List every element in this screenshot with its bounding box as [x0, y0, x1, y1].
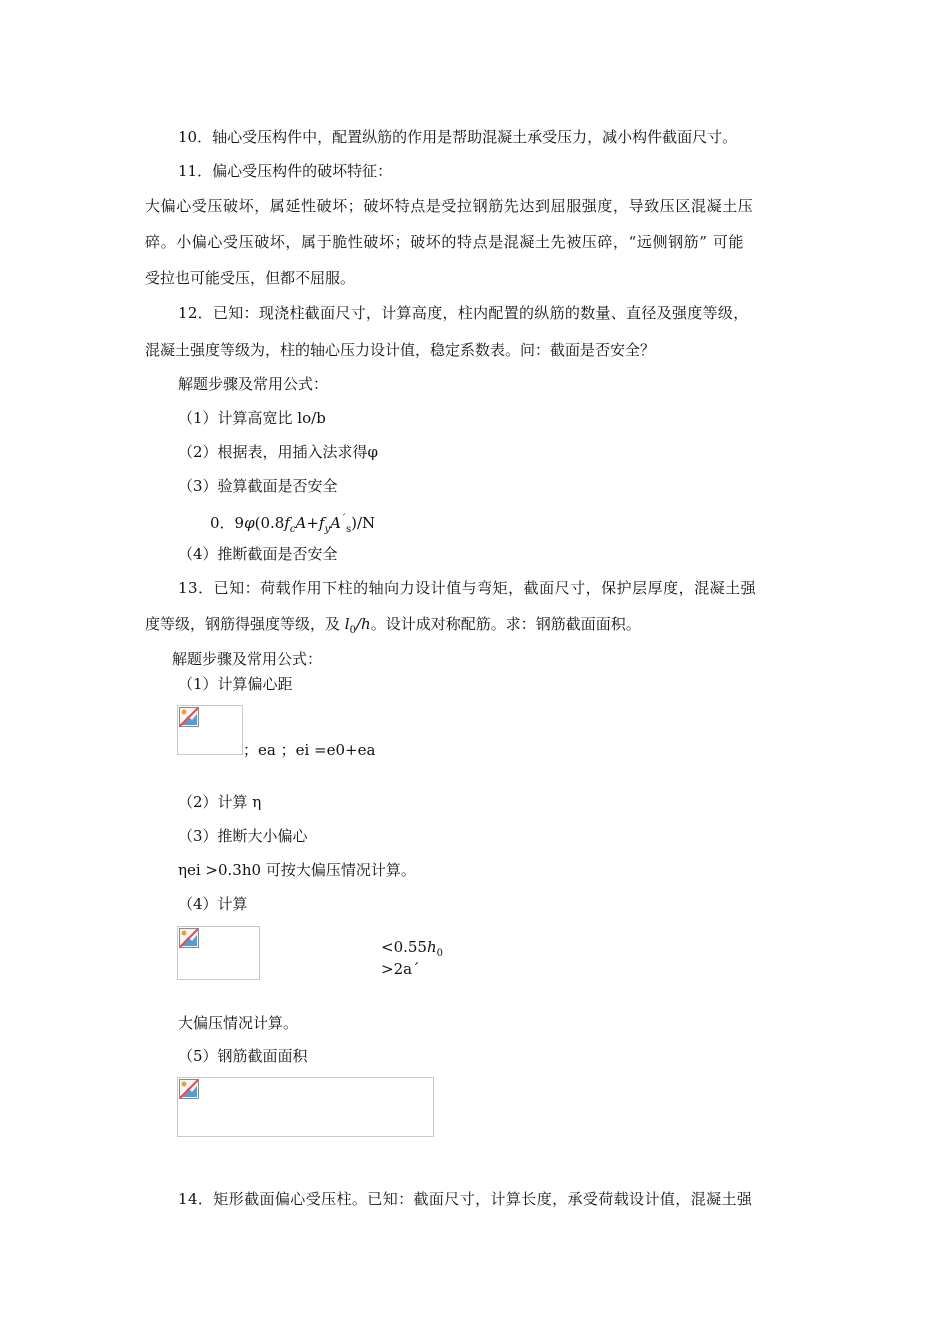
para-12-line1: 12．已知：现浇柱截面尺寸，计算高度，柱内配置的纵筋的数量、直径及强度等级， — [178, 304, 749, 322]
para-13-step-5: （5）钢筋截面面积 — [178, 1047, 308, 1065]
para-12-step-3: （3）验算截面是否安全 — [178, 477, 338, 495]
broken-image-icon — [179, 928, 199, 948]
para-13-step-4-text: 大偏压情况计算。 — [178, 1014, 299, 1032]
para-13-step-3-text: ηei >0.3h0 可按大偏压情况计算。 — [178, 861, 416, 879]
para-13-step-1: （1）计算偏心距 — [178, 675, 293, 693]
para-13-step-4-condition-2: >2a´ — [381, 960, 420, 978]
broken-image-compression-zone-formula — [177, 926, 260, 980]
para-12-step-4: （4）推断截面是否安全 — [178, 545, 338, 563]
para-13-step-1-formula: ；ea ；ei =e0+ea — [243, 741, 376, 759]
para-12-steps-heading: 解题步骤及常用公式： — [178, 375, 329, 393]
para-14-line1: 14．矩形截面偏心受压柱。已知：截面尺寸，计算长度，承受荷载设计值，混凝土强 — [178, 1190, 753, 1208]
para-13-steps-heading: 解题步骤及常用公式： — [172, 650, 323, 668]
para-13-line2: 度等级，钢筋得强度等级，及 $l_0/h$。设计成对称配筋。求：钢筋截面面积。 — [145, 615, 641, 636]
para-11-line3: 受拉也可能受压，但都不屈服。 — [145, 269, 356, 287]
para-11-line1: 大偏心受压破坏，属延性破坏；破坏特点是受拉钢筋先达到屈服强度，导致压区混凝土压 — [145, 197, 754, 215]
broken-image-icon — [179, 1079, 199, 1099]
broken-image-eccentricity-formula — [177, 705, 243, 755]
para-12-formula: 0．$9\varphi(0.8f_cA+f_yA^´_s)/N$ — [210, 514, 376, 535]
para-13-step-2: （2）计算 η — [178, 793, 262, 811]
para-13-step-4: （4）计算 — [178, 895, 248, 913]
para-12-line2: 混凝土强度等级为，柱的轴心压力设计值，稳定系数表。问：截面是否安全？ — [145, 341, 656, 359]
broken-image-icon — [179, 707, 199, 727]
para-13-line1: 13．已知：荷载作用下柱的轴向力设计值与弯矩，截面尺寸，保护层厚度，混凝土强 — [178, 579, 757, 597]
para-13-step-3: （3）推断大小偏心 — [178, 827, 308, 845]
para-11-title: 11．偏心受压构件的破坏特征： — [178, 162, 393, 180]
broken-image-steel-area-formula — [177, 1077, 434, 1137]
para-10: 10．轴心受压构件中，配置纵筋的作用是帮助混凝土承受压力，减小构件截面尺寸。 — [178, 128, 738, 146]
para-13-step-4-condition-1: $<0.55h_0$ — [381, 938, 444, 959]
para-12-step-1: （1）计算高宽比 lo/b — [178, 409, 326, 427]
para-12-step-2: （2）根据表，用插入法求得φ — [178, 443, 379, 461]
para-11-line2: 碎。小偏心受压破坏，属于脆性破坏；破坏的特点是混凝土先被压碎，“远侧钢筋” 可能 — [145, 233, 745, 251]
